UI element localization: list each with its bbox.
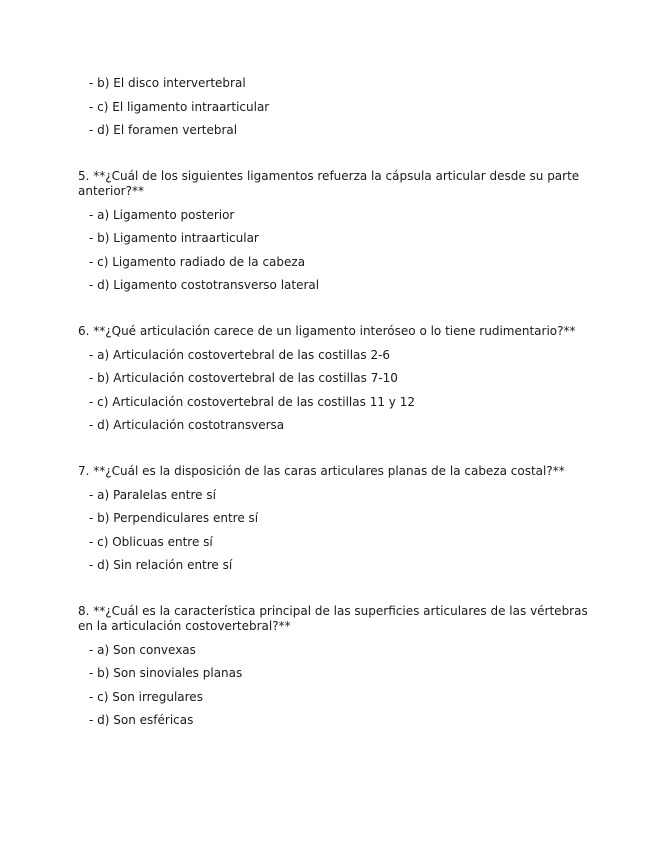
q8-option-d: - d) Son esféricas: [89, 713, 194, 727]
q5-option-d: - d) Ligamento costotransverso lateral: [89, 278, 320, 292]
question-6-text: 6. **¿Qué articulación carece de un ligamento interóseo o lo tiene rudimentario?**: [78, 324, 576, 338]
q7-option-b: - b) Perpendiculares entre sí: [89, 511, 259, 525]
q4-option-b: - b) El disco intervertebral: [89, 76, 246, 90]
question-8-text: 8. **¿Cuál es la característica principal de las superficies articulares de las vértebras en la articulación costovertebral?**: [78, 604, 588, 633]
q8-option-a: - a) Son convexas: [89, 643, 196, 657]
q6-option-d: - d) Articulación costotransversa: [89, 418, 285, 432]
q5-option-b: - b) Ligamento intraarticular: [89, 231, 259, 245]
q4-option-d: - d) El foramen vertebral: [89, 123, 238, 137]
q8-option-c: - c) Son irregulares: [89, 690, 203, 704]
q7-option-d: - d) Sin relación entre sí: [89, 558, 233, 572]
question-5-text: 5. **¿Cuál de los siguientes ligamentos refuerza la cápsula articular desde su parte anterior?**: [78, 169, 580, 198]
q7-option-a: - a) Paralelas entre sí: [89, 488, 216, 502]
q4-option-c: - c) El ligamento intraarticular: [89, 100, 270, 114]
q7-option-c: - c) Oblicuas entre sí: [89, 535, 213, 549]
q6-option-c: - c) Articulación costovertebral de las costillas 11 y 12: [89, 395, 415, 409]
q5-option-c: - c) Ligamento radiado de la cabeza: [89, 255, 306, 269]
q6-option-a: - a) Articulación costovertebral de las costillas 2-6: [89, 348, 391, 362]
q8-option-b: - b) Son sinoviales planas: [89, 666, 243, 680]
q5-option-a: - a) Ligamento posterior: [89, 208, 235, 222]
q6-option-b: - b) Articulación costovertebral de las costillas 7-10: [89, 371, 398, 385]
question-7-text: 7. **¿Cuál es la disposición de las caras articulares planas de la cabeza costal?**: [78, 464, 565, 478]
